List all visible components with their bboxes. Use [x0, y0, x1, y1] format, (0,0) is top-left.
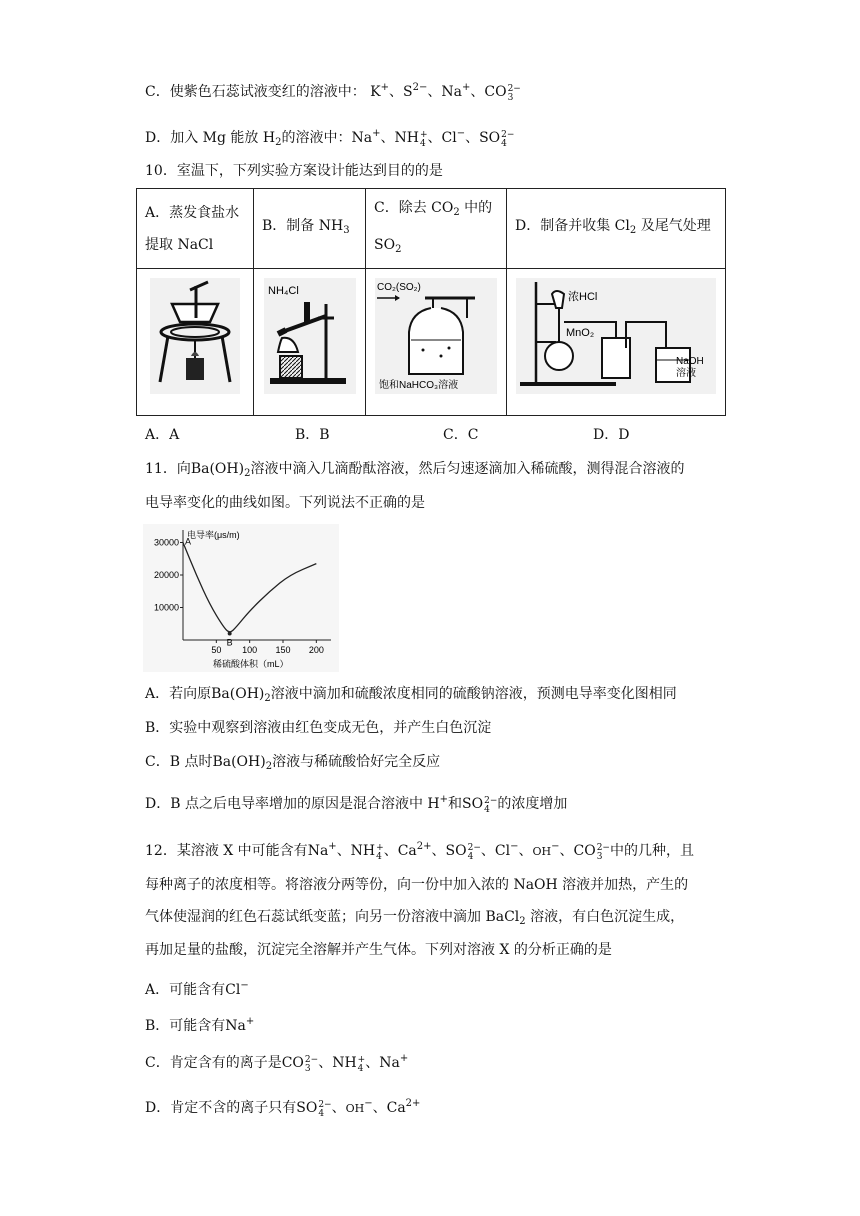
q11-option-c[interactable]: C．B 点时$Ba(OH)_2$溶液与稀硫酸恰好完全反应	[145, 754, 441, 772]
q12-option-a[interactable]: A．可能含有Cl−	[145, 980, 249, 998]
y-tick-label: 10000	[153, 602, 179, 613]
experiment-table	[136, 188, 726, 416]
cell-a-image	[137, 269, 254, 416]
h2: $H_2$	[262, 130, 282, 148]
nh4cl-label: NH₄Cl	[267, 285, 299, 297]
cell-d-header: D．制备并收集 $Cl_2$ 及尾气处理	[507, 189, 726, 269]
q10-stem: 10．室温下，下列实验方案设计能达到目的的是	[145, 163, 443, 179]
q10-option-c[interactable]: C．C	[443, 427, 479, 443]
q9-option-c: C．使紫色石蕊试液变红的溶液中： K+、$S^{2-}$、Na+、CO 2− 3	[145, 82, 521, 103]
q12-stem-line2: 每种离子的浓度相等。将溶液分两等份，向一份中加入浓的 NaOH 溶液并加热，产生的	[145, 877, 689, 893]
ion-co3: CO 2− 3	[484, 84, 521, 103]
ion-s: $S^{2-}$	[403, 82, 428, 100]
q12-option-d[interactable]: D．肯定不含的离子只有SO 2− 4 、OH−、$Ca^{2+}$	[145, 1098, 421, 1119]
mno2-label: MnO₂	[566, 327, 595, 339]
nh3-prep-apparatus-figure	[264, 278, 356, 394]
cell-c-image	[366, 269, 507, 416]
q12-stem-line1: 12．某溶液 X 中可能含有Na+、NH + 4 、$Ca^{2+}$、SO 2− 4 、Cl−、OH−、CO 2− 3 中的几种，且	[145, 841, 694, 862]
cell-d-image	[507, 269, 726, 416]
gas-washing-bottle-figure	[375, 278, 497, 394]
q11-option-b[interactable]: B．实验中观察到溶液由红色变成无色，并产生白色沉淀	[145, 720, 492, 736]
q9-option-d: D．加入 Mg 能放 $H_2$的溶液中：Na+、NH + 4 、Cl−、SO 2− 4	[145, 128, 515, 149]
q10-option-b[interactable]: B．B	[295, 427, 330, 443]
q11-option-d[interactable]: D．B 点之后电导率增加的原因是混合溶液中 H+和SO 2− 4 的浓度增加	[145, 794, 568, 815]
co2-so2-label: CO₂(SO₂)	[377, 282, 421, 293]
x-tick-label: 150	[275, 645, 291, 655]
x-tick-label: 100	[242, 645, 258, 655]
q11-option-a[interactable]: A．若向原$Ba(OH)_2$溶液中滴加和硫酸浓度相同的硫酸钠溶液，预测电导率变化图相同	[145, 686, 677, 704]
q10-option-a[interactable]: A．A	[145, 427, 180, 443]
cl2-prep-apparatus-figure	[516, 278, 716, 394]
x-tick-label: 200	[308, 645, 324, 655]
conductivity-chart	[143, 524, 339, 672]
q11-stem-line1: 11．向$Ba(OH)_2$溶液中滴入几滴酚酞溶液，然后匀速逐滴加入稀硫酸，测得混合溶液的	[145, 461, 685, 479]
point-a-label: A	[185, 536, 192, 547]
q12-stem-line3: 气体使湿润的红色石蕊试纸变蓝；向另一份溶液中滴加 BaCl$_2$ 溶液，有白色沉淀生成，	[145, 909, 685, 927]
ion-k: K+	[370, 82, 390, 100]
naoh-label: NaOH	[676, 356, 704, 367]
conc-hcl-label: 浓HCl	[568, 291, 598, 303]
cell-c-header: C．除去 $CO_2$ 中的 $SO_2$	[366, 189, 507, 269]
y-tick-label: 20000	[153, 570, 179, 580]
evaporation-apparatus-figure	[150, 278, 240, 394]
q10-option-d[interactable]: D．D	[593, 427, 630, 443]
x-tick-label: 50	[211, 645, 222, 655]
ion-na: Na+	[441, 82, 471, 100]
q11-stem-line2: 电导率变化的曲线如图。下列说法不正确的是	[145, 495, 425, 511]
cell-b-image	[254, 269, 366, 416]
point-b-label: B	[226, 637, 233, 648]
cell-b-header: B．制备 $NH_3$	[254, 189, 366, 269]
q12-option-c[interactable]: C．肯定含有的离子是CO 2− 3 、NH + 4 、Na+	[145, 1053, 409, 1074]
y-axis-label: 电导率(μs/m)	[187, 530, 240, 540]
q12-stem-line4: 再加足量的盐酸，沉淀完全溶解并产生气体。下列对溶液 X 的分析正确的是	[145, 942, 612, 958]
naoh-solution-label: 溶液	[676, 368, 696, 379]
y-tick-label: 30000	[153, 537, 179, 548]
cell-a-header: A．蒸发食盐水 提取 NaCl	[137, 189, 254, 269]
nahco3-label: 饱和NaHCO₃溶液	[379, 380, 459, 391]
q12-option-b[interactable]: B．可能含有Na+	[145, 1016, 255, 1034]
point-b-marker	[228, 632, 232, 636]
x-axis-label: 稀硫酸体积（mL）	[213, 659, 289, 669]
